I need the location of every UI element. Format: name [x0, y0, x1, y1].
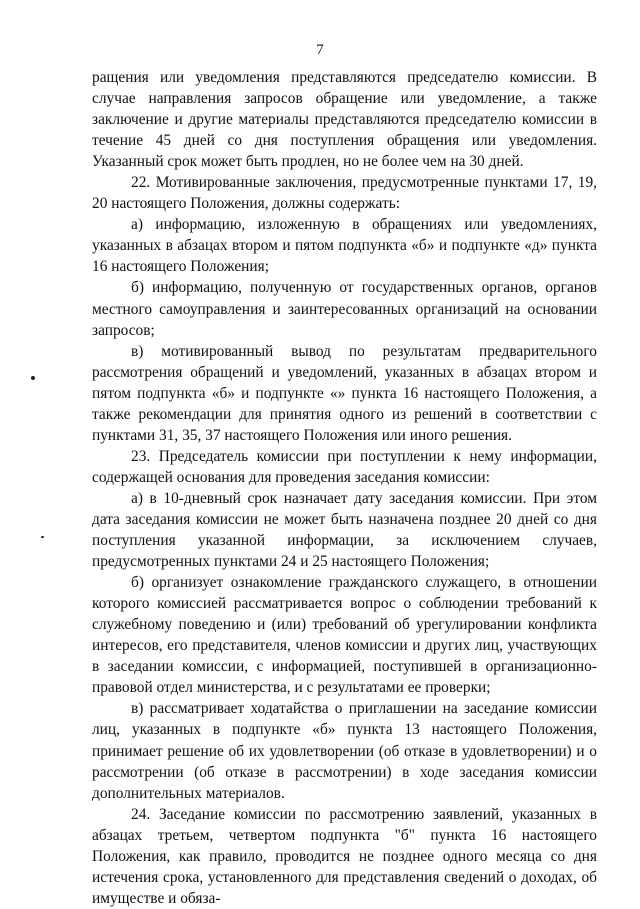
paragraph-item-22v: в) мотивированный вывод по результатам предварительного рассмотрения обращений и уведомлений, указанных в абзацах втором и пятом подпункта «б» и подпункте «» пункта 16 настоящего Положения, а также рекомендации для принятия одного из решений в соответствии с пунктами 31, 35, 37 настоящего Положения или иного решения.: [92, 342, 597, 444]
paragraph-item-22: 22. Мотивированные заключения, предусмотренные пунктами 17, 19, 20 настоящего Положения, должны содержать:: [92, 174, 597, 213]
paragraph-item-22b: б) информацию, полученную от государственных органов, органов местного самоуправления и заинтересованных организаций на основании запросов;: [92, 279, 597, 339]
margin-mark: [31, 376, 35, 380]
paragraph-item-23: 23. Председатель комиссии при поступлении к нему информации, содержащей основания для проведения заседания комиссии:: [92, 447, 597, 486]
page-number: 7: [316, 42, 324, 58]
paragraph-item-23a: а) в 10-дневный срок назначает дату заседания комиссии. При этом дата заседания комиссии не может быть назначена позднее 20 дней со дня поступления указанной информации, за исключением случаев, предусмотренных пунктами 24 и 25 настоящего Положения;: [92, 489, 597, 571]
paragraph-item-24: 24. Заседание комиссии по рассмотрению заявлений, указанных в абзацах третьем, четвертом подпункта "б" пункта 16 настоящего Положения, как правило, проводится не позднее одного месяца со дня истечения срока, установленного для представления сведений о доходах, об имуществе и обяза-: [92, 805, 597, 907]
paragraph-item-23v: в) рассматривает ходатайства о приглашении на заседание комиссии лиц, указанных в подпункте «б» пункта 13 настоящего Положения, принимает решение об их удовлетворении (об отказе в удовлетворении) и о рассмотрении (об отказе в рассмотрении) в ходе заседания комиссии дополнительных материалов.: [92, 700, 597, 802]
paragraph-item-23b: б) организует ознакомление гражданского служащего, в отношении которого комиссией рассматривается вопрос о соблюдении требований к служебному поведению и (или) требований об урегулировании конфликта интересов, его представителя, членов комиссии и других лиц, участвующих в заседании комиссии, с информацией, поступившей в организационно-правовой отдел министерства, и с результатами ее проверки;: [92, 574, 597, 697]
paragraph-continuation: ращения или уведомления представляются председателю комиссии. В случае направления запросов обращение или уведомление, а также заключение и другие материалы представляются председателю комиссии в течение 45 дней со дня поступления обращения или уведомления. Указанный срок может быть продлен, но не более чем на 30 дней.: [92, 69, 597, 171]
document-body: [92, 67, 597, 909]
paragraph-item-22a: а) информацию, изложенную в обращениях или уведомлениях, указанных в абзацах втором и пятом подпункта «б» и подпункте «д» пункта 16 настоящего Положения;: [92, 216, 597, 276]
margin-mark: [41, 536, 44, 538]
